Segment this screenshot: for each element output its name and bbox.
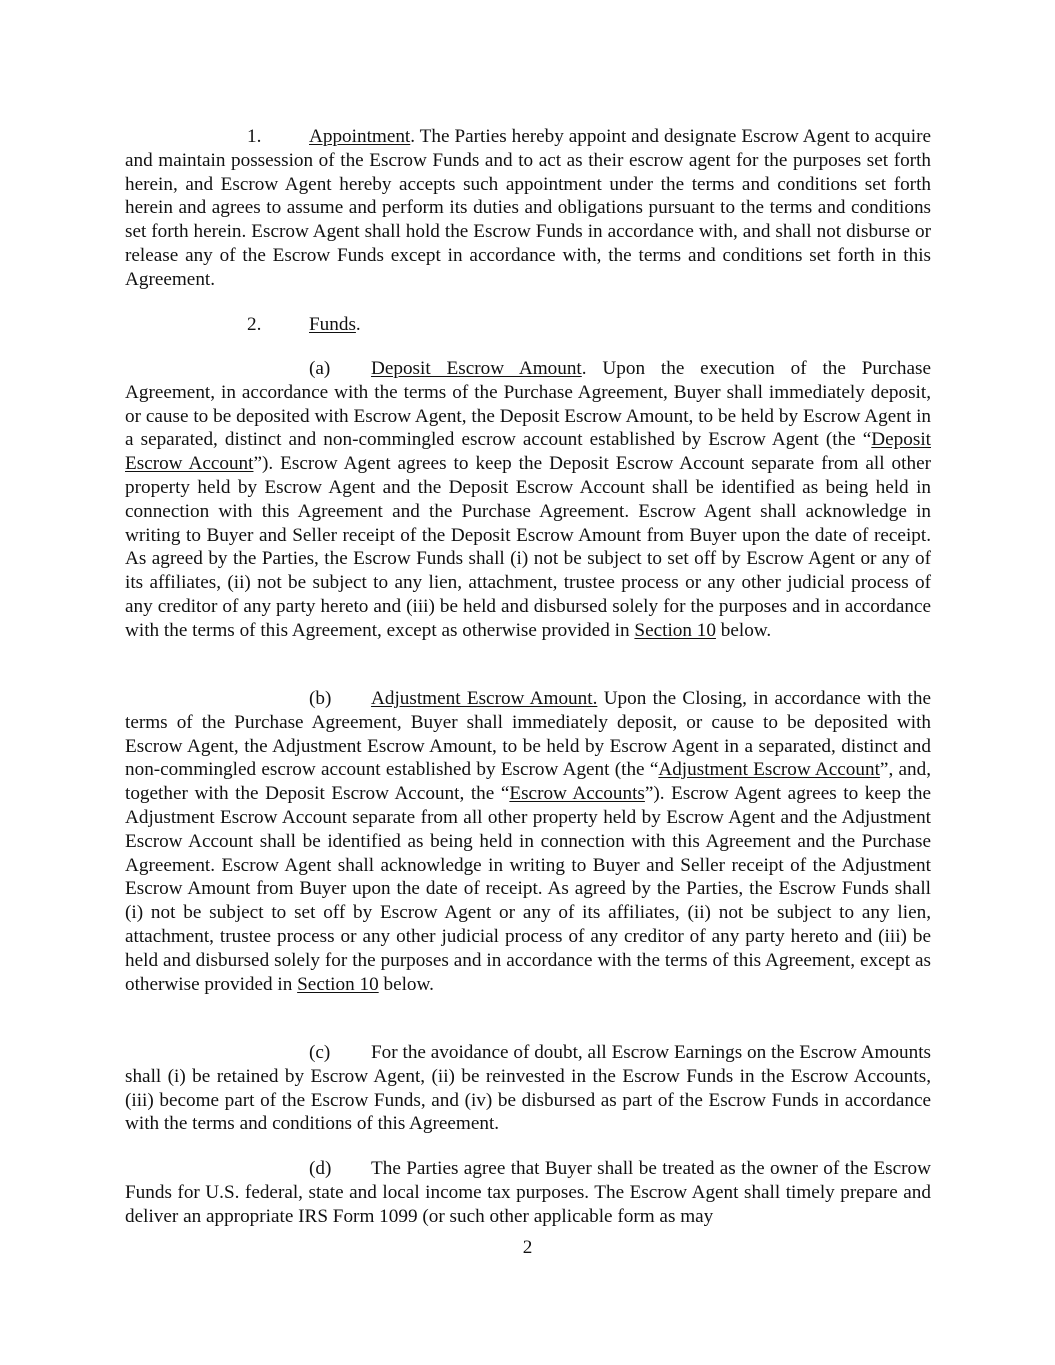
- subsection-text: Upon the Closing, in accordance with the terms of the Purchase Agreement, Buyer shall immediately deposit, or cause to be deposited with Escrow Agent, the Adjustment Escrow Amount, to be held by Escrow Agent in a separated, distinct and non-commingled escrow account established by Escrow Agent (the “: [125, 688, 931, 781]
- section-text: . The Parties hereby appoint and designate Escrow Agent to acquire and maintain possession of the Escrow Funds and to act as their escrow agent for the purposes set forth herein, and Escrow Agent hereby accepts such appointment under the terms and conditions set forth herein and agrees to assume and perform its duties and obligations pursuant to the terms and conditions set forth herein. Escrow Agent shall hold the Escrow Funds in accordance with, and shall not disburse or release any of the Escrow Funds except in accordance with, the terms and conditions set forth in this Agreement.: [125, 126, 931, 290]
- subsection-text: ”). Escrow Agent agrees to keep the Deposit Escrow Account separate from all other property held by Escrow Agent and the Deposit Escrow Account shall be identified as being held in connection with this Agreement and the Purchase Agreement. Escrow Agent shall acknowledge in writing to Buyer and Seller receipt of the Deposit Escrow Amount from Buyer upon the date of receipt. As agreed by the Parties, the Escrow Funds shall (i) not be subject to set off by Escrow Agent or any of its affiliates, (ii) not be subject to any lien, attachment, trustee process or any other judicial process of any creditor of any party hereto and (iii) be held and disbursed solely for the purposes and in accordance with the terms of this Agreement, except as otherwise provided in: [125, 453, 931, 641]
- subsection-d-tax-treatment: [125, 1157, 931, 1228]
- subsection-text: The Parties agree that Buyer shall be treated as the owner of the Escrow Funds for U.S. federal, state and local income tax purposes. The Escrow Agent shall timely prepare and deliver an appropriate IRS Form 1099 (or such other applicable form as may: [125, 1158, 931, 1227]
- subsection-text: . Upon the execution of the Purchase Agreement, in accordance with the terms of the Purchase Agreement, Buyer shall immediately deposit, or cause to be deposited with Escrow Agent, the Deposit Escrow Amount, to be held by Escrow Agent in a separated, distinct and non-commingled escrow account established by Escrow Agent (the “: [125, 358, 931, 451]
- page-number: 2: [522, 1237, 533, 1258]
- section-1-appointment: [125, 125, 931, 292]
- section-number: 2.: [247, 314, 262, 335]
- subsection-c-escrow-earnings: [125, 1041, 931, 1136]
- subsection-b-adjustment-escrow: [125, 687, 931, 996]
- subsection-text: For the avoidance of doubt, all Escrow Earnings on the Escrow Amounts shall (i) be retained by Escrow Agent, (ii) be reinvested in the Escrow Funds in the Escrow Accounts, (iii) become part of the Escrow Funds, and (iv) be disbursed as part of the Escrow Funds in accordance with the terms and conditions of this Agreement.: [125, 1042, 931, 1135]
- section-reference: Section 10: [297, 973, 379, 995]
- section-reference: Section 10: [634, 619, 716, 641]
- subsection-heading-adjustment-escrow-amount: Adjustment Escrow Amount.: [371, 688, 598, 709]
- defined-term-escrow-accounts: Escrow Accounts: [509, 783, 645, 805]
- subsection-text: below.: [378, 973, 434, 995]
- subsection-label: (c): [309, 1042, 331, 1063]
- subsection-label: (b): [309, 688, 332, 709]
- defined-term-deposit-escrow-account: Deposit Escrow Account: [125, 429, 931, 475]
- subsection-label: (d): [309, 1158, 332, 1179]
- section-heading-appointment: Appointment: [309, 126, 411, 147]
- section-text: .: [355, 314, 361, 335]
- subsection-heading-deposit-escrow-amount: Deposit Escrow Amount: [371, 358, 582, 379]
- subsection-a-deposit-escrow: [125, 357, 931, 643]
- subsection-label: (a): [309, 358, 331, 379]
- subsection-text: below.: [715, 619, 772, 641]
- section-number: 1.: [247, 126, 262, 147]
- section-heading-funds: Funds: [309, 314, 356, 335]
- subsection-text: ”, and, together with the Deposit Escrow Account, the “: [125, 759, 931, 805]
- defined-term-adjustment-escrow-account: Adjustment Escrow Account: [658, 759, 880, 781]
- section-2-funds: [125, 313, 931, 337]
- subsection-text: ”). Escrow Agent agrees to keep the Adjustment Escrow Account separate from all other property held by Escrow Agent and the Adjustment Escrow Account shall be identified as being held in connection with this Agreement and the Purchase Agreement. Escrow Agent shall acknowledge in writing to Buyer and Seller receipt of the Adjustment Escrow Amount from Buyer upon the date of receipt. As agreed by the Parties, the Escrow Funds shall (i) not be subject to set off by Escrow Agent or any of its affiliates, (ii) not be subject to any lien, attachment, trustee process or any other judicial process of any creditor of any party hereto and (iii) be held and disbursed solely for the purposes and in accordance with the terms of this Agreement, except as otherwise provided in: [125, 783, 931, 995]
